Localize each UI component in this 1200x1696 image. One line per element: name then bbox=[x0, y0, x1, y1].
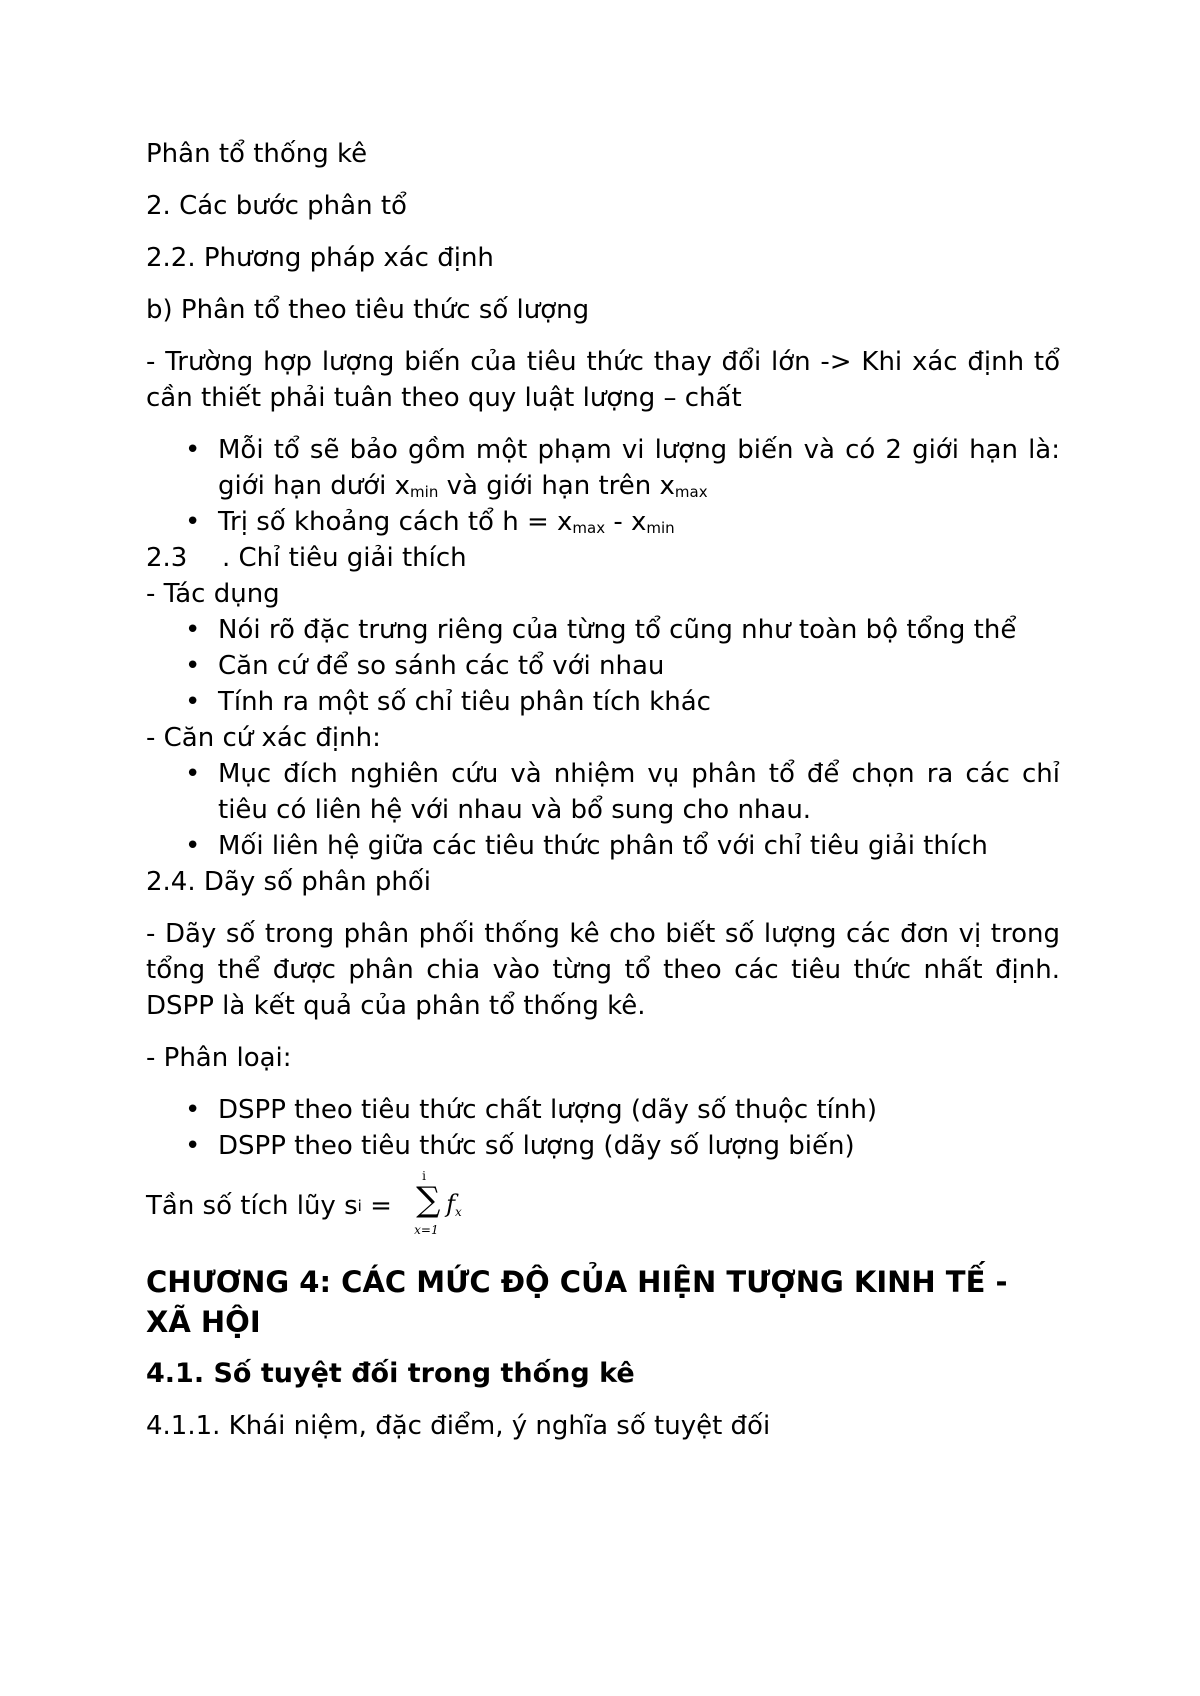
bullet-icon: • bbox=[185, 687, 201, 717]
bullet-text: Nói rõ đặc trưng riêng của từng tổ cũng như toàn bộ tổng thể bbox=[218, 615, 1017, 645]
subscript: min bbox=[410, 483, 439, 501]
summation-term bbox=[446, 1190, 462, 1218]
summation-term-symbol: f bbox=[446, 1190, 456, 1218]
bullet-icon: • bbox=[185, 507, 201, 537]
summation-sigma-icon: ∑ bbox=[416, 1180, 441, 1220]
bullet-list-classification bbox=[146, 1092, 1060, 1164]
formula-label: Tần số tích lũy s bbox=[146, 1191, 358, 1221]
list-item bbox=[185, 504, 1060, 540]
bullet-text: DSPP theo tiêu thức số lượng (dãy số lượng biến) bbox=[218, 1131, 855, 1161]
bullet-icon: • bbox=[185, 831, 201, 861]
bullet-text: và giới hạn trên x bbox=[438, 471, 675, 501]
classification-label: - Phân loại: bbox=[146, 1043, 292, 1073]
bullet-text: Mỗi tổ sẽ bảo gồm một phạm vi lượng biến và có 2 giới hạn là: giới hạn dưới x bbox=[218, 435, 1060, 501]
paragraph-quantity-variation: - Trường hợp lượng biến của tiêu thức thay đổi lớn -> Khi xác định tổ cần thiết phải tuân theo quy luật lượng – chất bbox=[146, 347, 1060, 413]
bullet-icon: • bbox=[185, 651, 201, 681]
list-item bbox=[185, 648, 1060, 684]
bullet-icon: • bbox=[185, 615, 201, 645]
bullet-text: Trị số khoảng cách tổ h = x bbox=[218, 507, 573, 537]
bullet-text: Tính ra một số chỉ tiêu phân tích khác bbox=[218, 687, 711, 717]
summation-expression bbox=[414, 1170, 474, 1242]
cumulative-frequency-formula: Tần số tích lũy s i = i ∑ x=1 $f_x$ bbox=[146, 1168, 1060, 1244]
subsection-b-heading: b) Phân tổ theo tiêu thức số lượng bbox=[146, 295, 590, 325]
basis-label: - Căn cứ xác định: bbox=[146, 723, 381, 753]
list-item bbox=[185, 1092, 1060, 1128]
bullet-text: DSPP theo tiêu thức chất lượng (dãy số thuộc tính) bbox=[218, 1095, 877, 1125]
subscript: max bbox=[674, 483, 708, 501]
subscript: max bbox=[572, 519, 606, 537]
bullet-icon: • bbox=[185, 1131, 201, 1161]
bullet-icon: • bbox=[185, 435, 201, 465]
list-item bbox=[185, 756, 1060, 828]
section-4-1-1-heading: 4.1.1. Khái niệm, đặc điểm, ý nghĩa số tuyệt đối bbox=[146, 1411, 771, 1441]
paragraph-distribution-series: - Dãy số trong phân phối thống kê cho biết số lượng các đơn vị trong tổng thể được phân chia vào từng tổ theo các tiêu thức nhất định. DSPP là kết quả của phân tổ thống kê. bbox=[146, 919, 1060, 1021]
heading-top: Phân tổ thống kê bbox=[146, 139, 368, 169]
section-2-heading: 2. Các bước phân tổ bbox=[146, 191, 407, 221]
bullet-text: - x bbox=[605, 507, 647, 537]
section-2-2-heading: 2.2. Phương pháp xác định bbox=[146, 243, 494, 273]
summation-upper-limit: i bbox=[422, 1169, 426, 1183]
bullet-list-effects bbox=[146, 612, 1060, 720]
section-2-3-heading bbox=[146, 540, 1060, 576]
effect-label: - Tác dụng bbox=[146, 579, 280, 609]
document-page bbox=[146, 136, 1060, 1460]
summation-lower-limit: x=1 bbox=[414, 1223, 439, 1237]
bullet-text: Căn cứ để so sánh các tổ với nhau bbox=[218, 651, 665, 681]
section-number: 2.3 bbox=[146, 543, 188, 573]
section-4-1-heading: 4.1. Số tuyệt đối trong thống kê bbox=[146, 1358, 635, 1389]
bullet-list-group-limits bbox=[146, 432, 1060, 540]
summation-term-subscript: x bbox=[455, 1205, 462, 1219]
bullet-text: Mục đích nghiên cứu và nhiệm vụ phân tổ để chọn ra các chỉ tiêu có liên hệ với nhau và bổ sung cho nhau. bbox=[218, 759, 1060, 825]
list-item bbox=[185, 828, 1060, 864]
chapter-title: CHƯƠNG 4: CÁC MỨC ĐỘ CỦA HIỆN TƯỢNG KINH TẾ - XÃ HỘI bbox=[146, 1265, 1008, 1339]
bullet-icon: • bbox=[185, 759, 201, 789]
bullet-list-basis bbox=[146, 756, 1060, 864]
list-item bbox=[185, 1128, 1060, 1164]
list-item bbox=[185, 612, 1060, 648]
section-2-4-heading: 2.4. Dãy số phân phối bbox=[146, 867, 431, 897]
list-item bbox=[185, 432, 1060, 504]
section-title: . Chỉ tiêu giải thích bbox=[222, 543, 467, 573]
bullet-text: Mối liên hệ giữa các tiêu thức phân tổ với chỉ tiêu giải thích bbox=[218, 831, 988, 861]
list-item bbox=[185, 684, 1060, 720]
formula-equals: = bbox=[361, 1191, 401, 1221]
subscript: min bbox=[646, 519, 675, 537]
bullet-icon: • bbox=[185, 1095, 201, 1125]
